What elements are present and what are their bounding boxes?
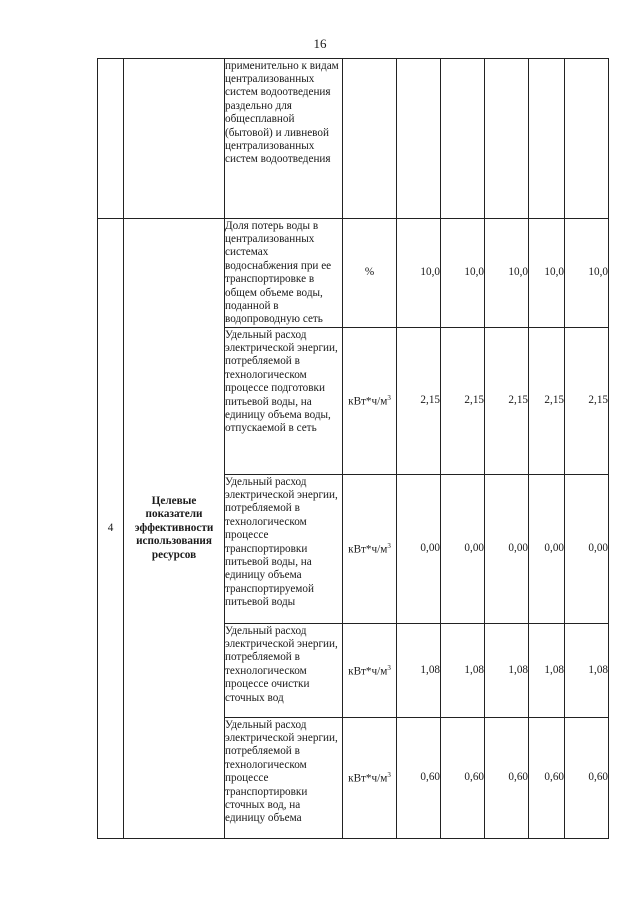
description-cell: Удельный расход электрической энергии, потребляемой в технологическом процессе транспортировки питьевой воды, на единицу объема транспортируемой питьевой воды [225,475,343,624]
value-cell: 2,15 [565,328,609,475]
value-cell: 0,00 [397,475,441,624]
value-cell: 1,08 [565,624,609,718]
value-cell: 2,15 [397,328,441,475]
value-cell: 1,08 [441,624,485,718]
value-cell: 10,0 [529,219,565,328]
value-cell: 0,60 [441,718,485,839]
section-number: 4 [98,219,124,839]
unit-cell: $кВт*ч/м^3$ [343,328,397,475]
value-cell [485,59,529,219]
value-cell: 0,00 [441,475,485,624]
value-cell: 1,08 [529,624,565,718]
value-cell: 1,08 [485,624,529,718]
value-cell [529,59,565,219]
value-cell: 2,15 [485,328,529,475]
page-number: 16 [313,36,327,51]
value-cell: 10,0 [441,219,485,328]
unit-cell: $кВт*ч/м^3$ [343,475,397,624]
value-cell: 0,00 [529,475,565,624]
description-cell: Удельный расход электрической энергии, потребляемой в технологическом процессе очистки сточных вод [225,624,343,718]
value-cell [397,59,441,219]
value-cell: 2,15 [529,328,565,475]
value-cell: 0,60 [397,718,441,839]
unit-cell: % [343,219,397,328]
description-cell: Доля потерь воды в централизованных системах водоснабжения при ее транспортировке в общем объеме воды, поданной в водопроводную сеть [225,219,343,328]
indicators-table [97,58,609,839]
description-cell: Удельный расход электрической энергии, потребляемой в технологическом процессе транспортировки сточных вод, на единицу объема [225,718,343,839]
table-row [98,59,609,219]
row-number-cell [98,59,124,219]
section-title: Целевые показатели эффективности использования ресурсов [124,219,225,839]
value-cell: 0,60 [485,718,529,839]
group-cell [124,59,225,219]
value-cell [441,59,485,219]
value-cell: 0,60 [565,718,609,839]
unit-cell: $кВт*ч/м^3$ [343,624,397,718]
value-cell: 10,0 [397,219,441,328]
value-cell: 10,0 [565,219,609,328]
value-cell: 1,08 [397,624,441,718]
value-cell: 10,0 [485,219,529,328]
value-cell: 0,60 [529,718,565,839]
value-cell: 2,15 [441,328,485,475]
value-cell: 0,00 [565,475,609,624]
unit-cell: $кВт*ч/м^3$ [343,718,397,839]
unit-cell [343,59,397,219]
description-cell: применительно к видам централизованных систем водоотведения раздельно для общесплавной (бытовой) и ливневой централизованных систем водоотведения [225,59,343,219]
table-row [98,219,609,328]
value-cell [565,59,609,219]
value-cell: 0,00 [485,475,529,624]
description-cell: Удельный расход электрической энергии, потребляемой в технологическом процессе подготовки питьевой воды, на единицу объема воды, отпускаемой в сеть [225,328,343,475]
